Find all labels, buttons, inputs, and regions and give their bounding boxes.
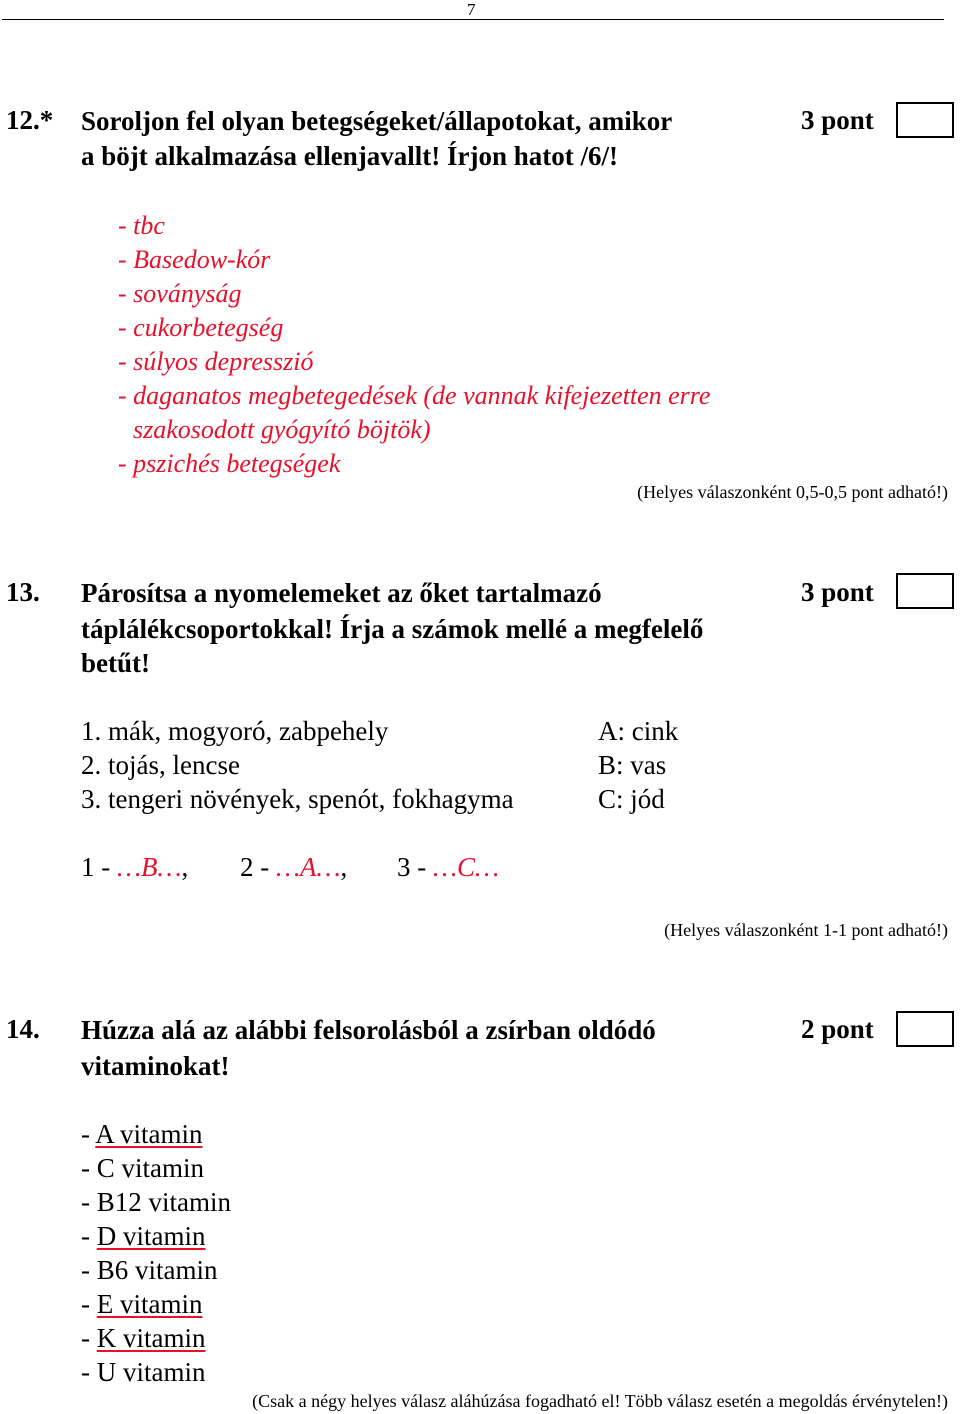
q14-number: 14.: [6, 1014, 40, 1044]
q12-answer-6: - daganatos megbetegedések (de vannak kifejezetten erre: [118, 381, 711, 410]
vitamin-label: D vitamin: [96, 1221, 206, 1251]
vitamin-label: C vitamin: [96, 1153, 204, 1183]
q12-points: 3 pont: [801, 105, 874, 135]
vitamin-item[interactable]: [81, 1287, 202, 1321]
pair-prefix: 1 -: [81, 852, 117, 882]
pair-prefix: 2 -: [240, 852, 276, 882]
q13-option-c: C: jód: [598, 784, 665, 814]
vitamin-item[interactable]: [81, 1185, 231, 1219]
q12-answer-4: - cukorbetegség: [118, 313, 284, 342]
q14-note: (Csak a négy helyes válasz aláhúzása fogadható el! Több válasz esetén a megoldás érvénytelen!): [252, 1391, 948, 1411]
q12-text-line1: Soroljon fel olyan betegségeket/állapotokat, amikor: [81, 106, 673, 136]
vitamin-dash: -: [81, 1221, 97, 1251]
vitamin-label: B12 vitamin: [96, 1187, 231, 1217]
vitamin-dash: -: [81, 1153, 97, 1183]
q13-pair-3: [397, 850, 499, 884]
header-rule: [2, 19, 944, 20]
vitamin-label: B6 vitamin: [96, 1255, 218, 1285]
pair-answer: …B…: [117, 852, 182, 882]
q12-answer-1: - tbc: [118, 211, 165, 240]
q14-text-line1: Húzza alá az alábbi felsorolásból a zsírban oldódó: [81, 1015, 656, 1045]
q12-text-line2: a böjt alkalmazása ellenjavallt! Írjon hatot /6/!: [81, 141, 618, 171]
q13-item-3: 3. tengeri növények, spenót, fokhagyma: [81, 784, 514, 814]
q12-answer-5: - súlyos depresszió: [118, 347, 314, 376]
vitamin-label: U vitamin: [96, 1357, 206, 1387]
q12-number: 12.*: [6, 105, 54, 135]
q13-pair-1: [81, 850, 188, 884]
q13-item-1: 1. mák, mogyoró, zabpehely: [81, 716, 389, 746]
q13-text-line1: Párosítsa a nyomelemeket az őket tartalmazó: [81, 578, 602, 608]
pair-answer: …C…: [433, 852, 500, 882]
q13-text-line3: betűt!: [81, 648, 150, 678]
vitamin-dash: -: [81, 1255, 97, 1285]
vitamin-label: K vitamin: [96, 1323, 206, 1353]
q13-text-line2: táplálékcsoportokkal! Írja a számok mellé a megfelelő: [81, 614, 704, 644]
pair-answer: …A…: [276, 852, 341, 882]
q14-text-line2: vitaminokat!: [81, 1051, 230, 1081]
page-number: 7: [467, 0, 476, 19]
q12-note: (Helyes válaszonként 0,5-0,5 pont adható!): [637, 482, 948, 502]
q13-number: 13.: [6, 577, 40, 607]
vitamin-item[interactable]: [81, 1117, 203, 1151]
q12-answer-6-cont: szakosodott gyógyító böjtök): [133, 415, 431, 444]
vitamin-item[interactable]: [81, 1321, 206, 1355]
q13-pair-2: [240, 850, 347, 884]
vitamin-item[interactable]: [81, 1219, 206, 1253]
vitamin-dash: -: [81, 1323, 97, 1353]
q12-answer-2: - Basedow-kór: [118, 245, 271, 274]
q14-score-box[interactable]: [896, 1011, 954, 1047]
vitamin-label: E vitamin: [96, 1289, 203, 1319]
q13-item-2: 2. tojás, lencse: [81, 750, 240, 780]
q14-points: 2 pont: [801, 1014, 874, 1044]
q13-score-box[interactable]: [896, 573, 954, 609]
vitamin-label: A vitamin: [95, 1119, 203, 1149]
q12-answer-7: - pszichés betegségek: [118, 449, 341, 478]
q12-score-box[interactable]: [896, 102, 954, 138]
q12-answer-3: - soványság: [118, 279, 242, 308]
vitamin-dash: -: [81, 1289, 97, 1319]
q13-option-b: B: vas: [598, 750, 667, 780]
pair-sep: ,: [340, 852, 348, 882]
vitamin-dash: -: [81, 1357, 97, 1387]
pair-sep: ,: [181, 852, 189, 882]
q13-points: 3 pont: [801, 577, 874, 607]
q13-option-a: A: cink: [598, 716, 679, 746]
pair-prefix: 3 -: [397, 852, 433, 882]
vitamin-dash: -: [81, 1187, 97, 1217]
vitamin-dash: -: [81, 1119, 96, 1149]
vitamin-item[interactable]: [81, 1355, 206, 1389]
vitamin-item[interactable]: [81, 1151, 204, 1185]
q13-note: (Helyes válaszonként 1-1 pont adható!): [664, 920, 948, 940]
vitamin-item[interactable]: [81, 1253, 218, 1287]
